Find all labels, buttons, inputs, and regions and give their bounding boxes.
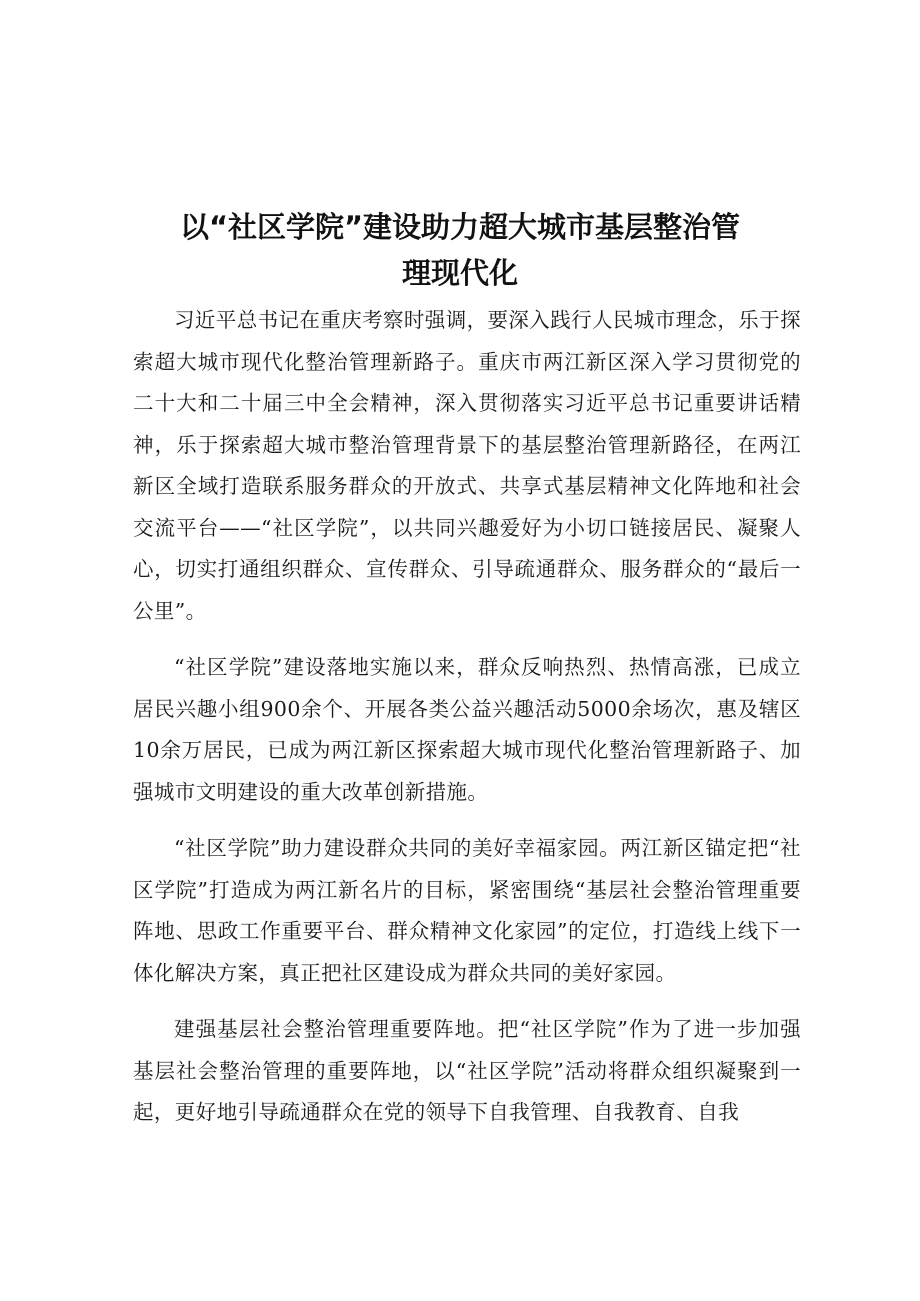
document-title [130,204,790,296]
document-body [133,300,801,1149]
paragraph-1: 习近平总书记在重庆考察时强调，要深入践行人民城市理念，乐于探索超大城市现代化整治管理新路子。重庆市两江新区深入学习贯彻党的二十大和二十届三中全会精神，深入贯彻落实习近平总书记重要讲话精神，乐于探索超大城市整治管理背景下的基层整治管理新路径，在两江新区全域打造联系服务群众的开放式、共享式基层精神文化阵地和社会交流平台——“社区学院”，以共同兴趣爱好为小切口链接居民、凝聚人心，切实打通组织群众、宣传群众、引导疏通群众、服务群众的“最后一公里”。 [133,308,801,623]
title-line-2: 理现代化 [401,256,518,290]
title-line-1: 以“社区学院”建设助力超大城市基层整治管 [179,210,741,244]
paragraph-3: “社区学院”助力建设群众共同的美好幸福家园。两江新区锚定把“社区学院”打造成为两江新名片的目标，紧密围绕“基层社会整治管理重要阵地、思政工作重要平台、群众精神文化家园”的定位，打造线上线下一体化解决方案，真正把社区建设成为群众共同的美好家园。 [133,836,801,985]
paragraph-4: 建强基层社会整治管理重要阵地。把“社区学院”作为了进一步加强基层社会整治管理的重要阵地，以“社区学院”活动将群众组织凝聚到一起，更好地引导疏通群众在党的领导下自我管理、自我教育、自我 [133,1017,801,1124]
paragraph-2: “社区学院”建设落地实施以来，群众反响热烈、热情高涨，已成立居民兴趣小组900余个、开展各类公益兴趣活动5000余场次，惠及辖区10余万居民，已成为两江新区探索超大城市现代化整治管理新路子、加强城市文明建设的重大改革创新措施。 [133,655,801,804]
